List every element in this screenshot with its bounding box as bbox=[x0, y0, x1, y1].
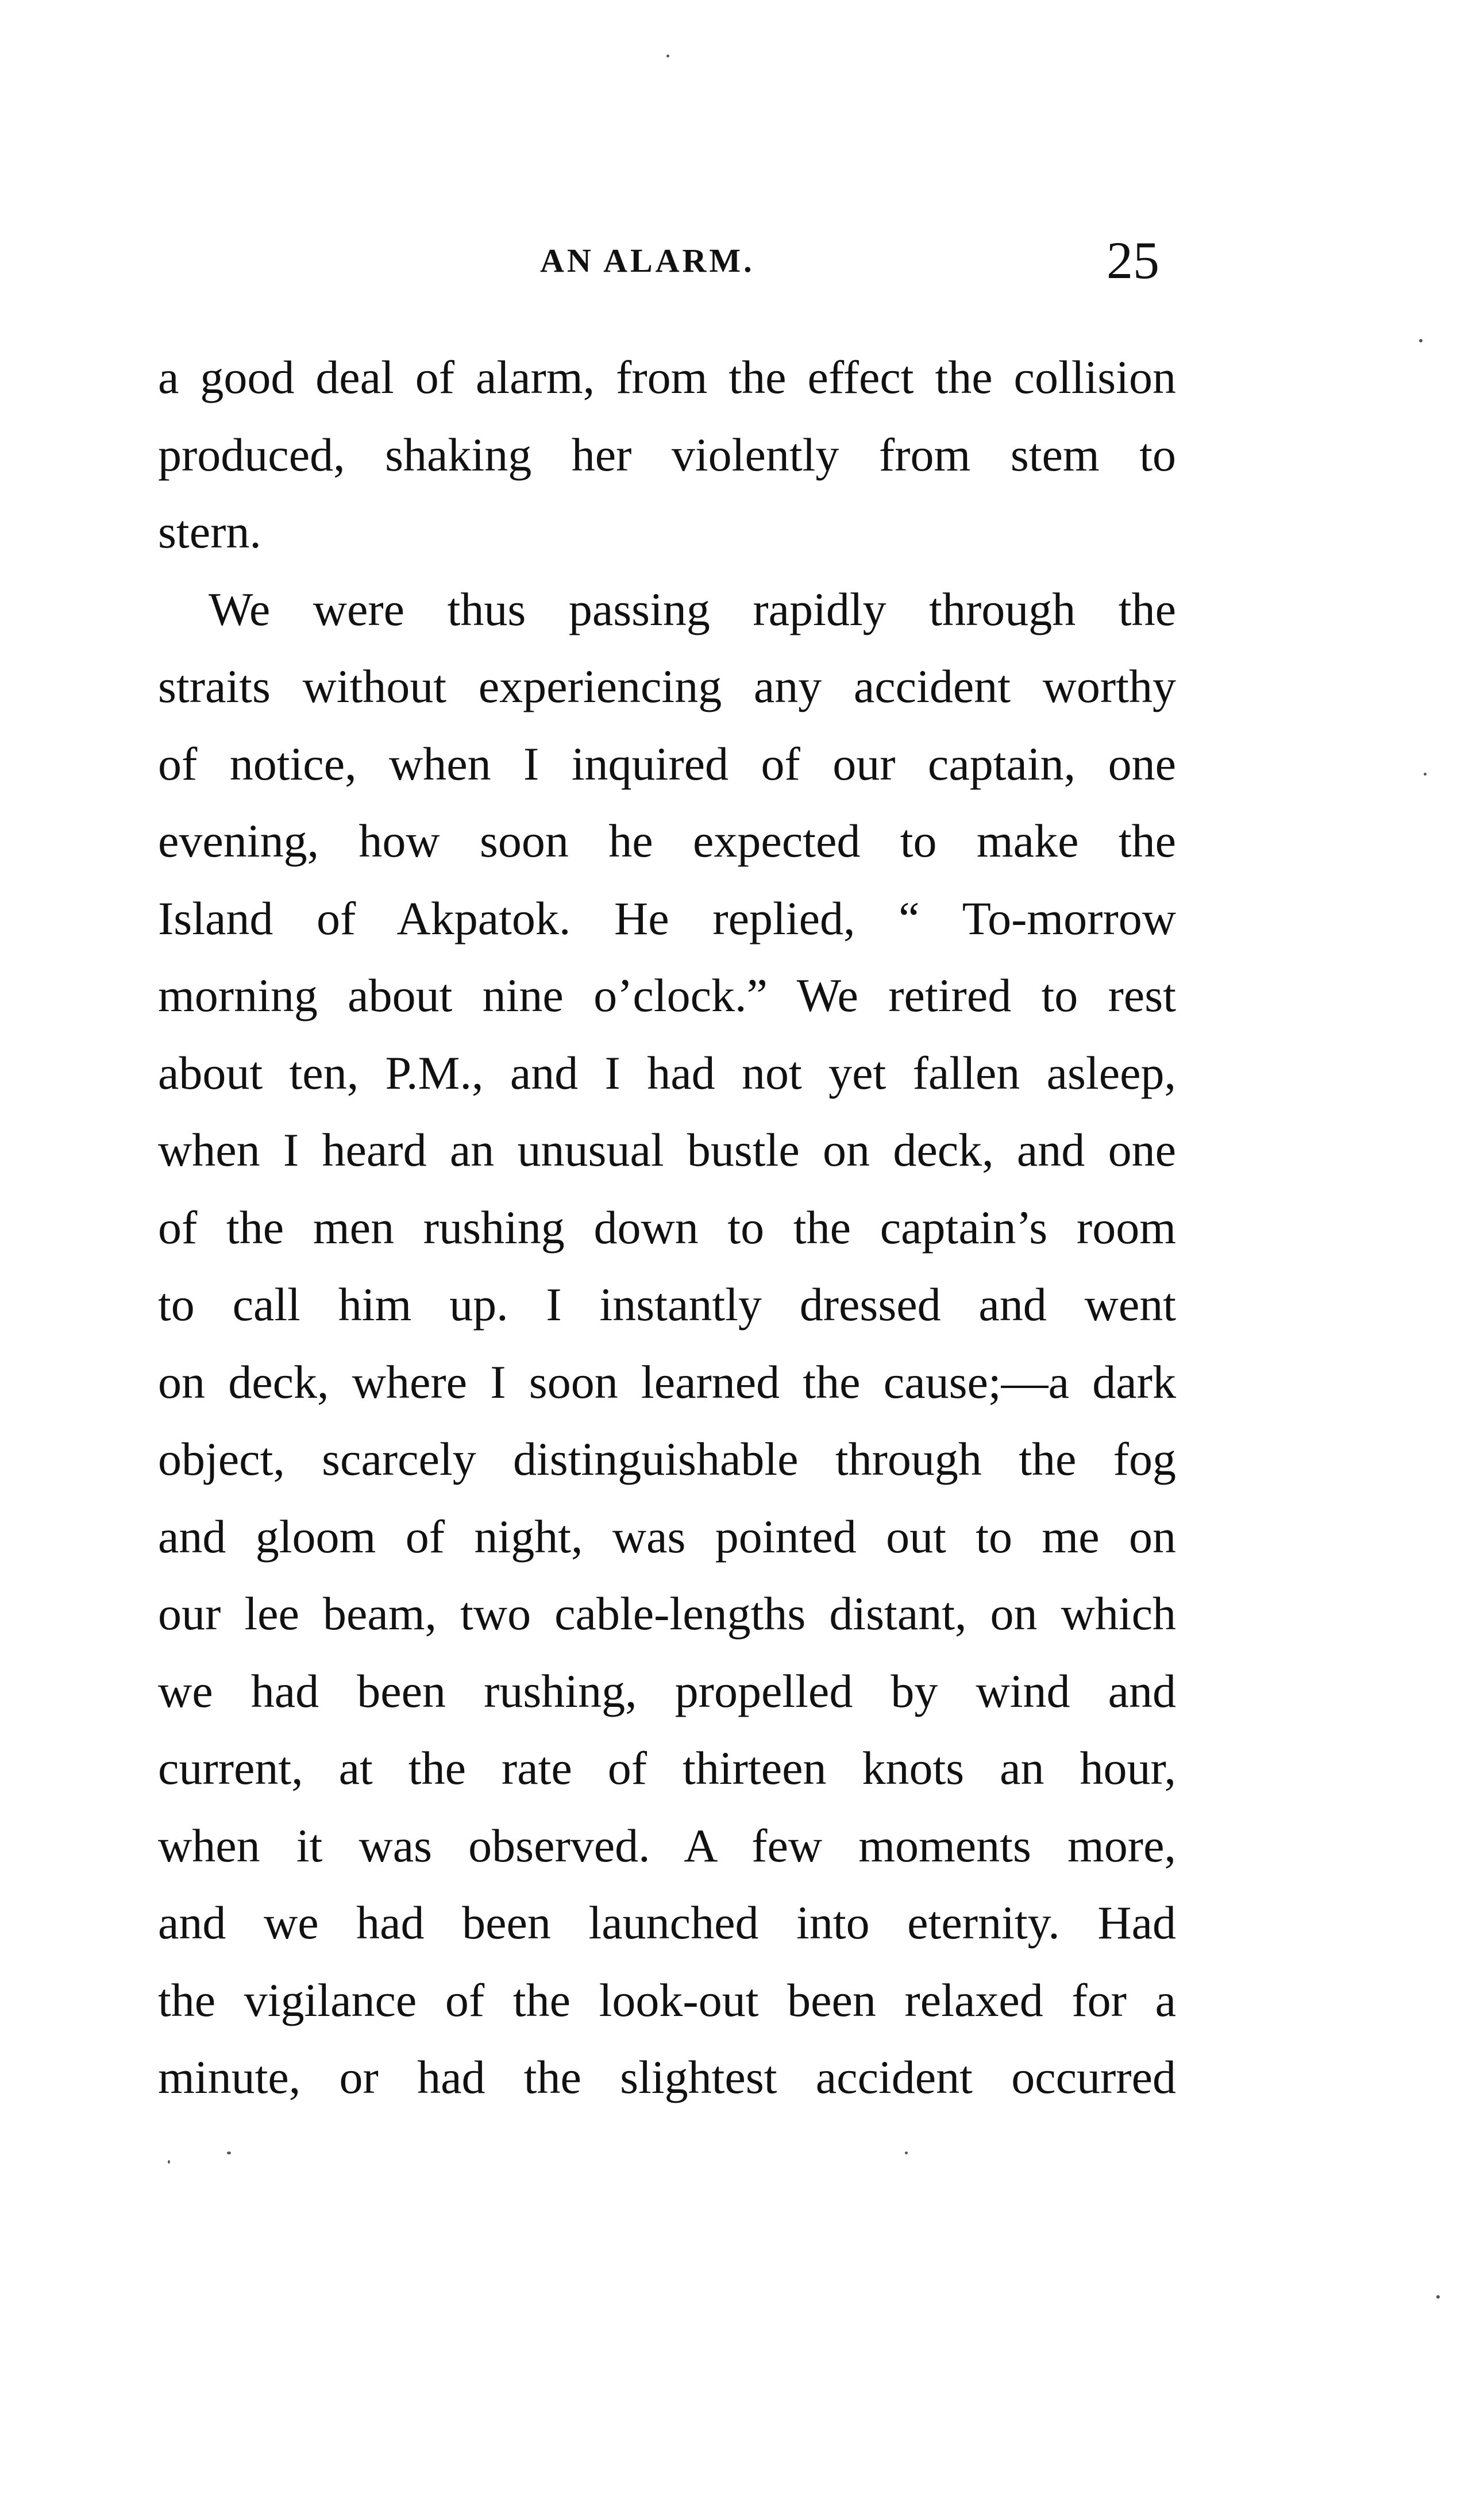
paper-speck bbox=[168, 2160, 170, 2164]
text-line: of notice, when I inquired of our captain, one bbox=[158, 737, 1176, 790]
text-line: a good deal of alarm, from the effect the collision bbox=[158, 351, 1176, 403]
text-line: on deck, where I soon learned the cause;—a dark bbox=[158, 1355, 1176, 1408]
paper-speck bbox=[227, 2152, 231, 2154]
text-line: when I heard an unusual bustle on deck, and one bbox=[158, 1124, 1176, 1176]
text-line: about ten, P.M., and I had not yet fallen asleep, bbox=[158, 1046, 1176, 1099]
paper-speck bbox=[666, 55, 669, 57]
running-title: AN ALARM. bbox=[540, 242, 755, 279]
text-line: our lee beam, two cable-lengths distant, on which bbox=[158, 1587, 1176, 1640]
text-line: current, at the rate of thirteen knots an hour, bbox=[158, 1742, 1176, 1794]
text-line: produced, shaking her violently from stem to bbox=[158, 428, 1176, 481]
text-line: of the men rushing down to the captain’s room bbox=[158, 1201, 1176, 1254]
paper-speck bbox=[1436, 2295, 1440, 2299]
paragraph-first-line: We were thus passing rapidly through the bbox=[209, 583, 1176, 635]
text-line: evening, how soon he expected to make the bbox=[158, 815, 1176, 867]
text-line: straits without experiencing any accident worthy bbox=[158, 660, 1176, 712]
text-line: and we had been launched into eternity. Had bbox=[158, 1896, 1176, 1949]
text-line: object, scarcely distinguishable through the fog bbox=[158, 1433, 1176, 1485]
text-line: stern. bbox=[158, 506, 261, 558]
text-line: morning about nine o’clock.” We retired to rest bbox=[158, 969, 1176, 1021]
text-line: Island of Akpatok. He replied, “ To-morrow bbox=[158, 892, 1176, 944]
body-text bbox=[158, 339, 1176, 2116]
paper-speck bbox=[1419, 339, 1423, 342]
text-line: we had been rushing, propelled by wind and bbox=[158, 1664, 1176, 1717]
text-line: to call him up. I instantly dressed and went bbox=[158, 1278, 1176, 1331]
text-line: when it was observed. A few moments more, bbox=[158, 1819, 1176, 1872]
text-line: and gloom of night, was pointed out to me on bbox=[158, 1510, 1176, 1563]
paper-speck bbox=[1424, 773, 1427, 776]
text-line: the vigilance of the look-out been relaxed for a bbox=[158, 1973, 1176, 2026]
page-number: 25 bbox=[1107, 231, 1159, 290]
paper-speck bbox=[905, 2152, 908, 2154]
text-line: minute, or had the slightest accident occurred bbox=[158, 2051, 1176, 2103]
